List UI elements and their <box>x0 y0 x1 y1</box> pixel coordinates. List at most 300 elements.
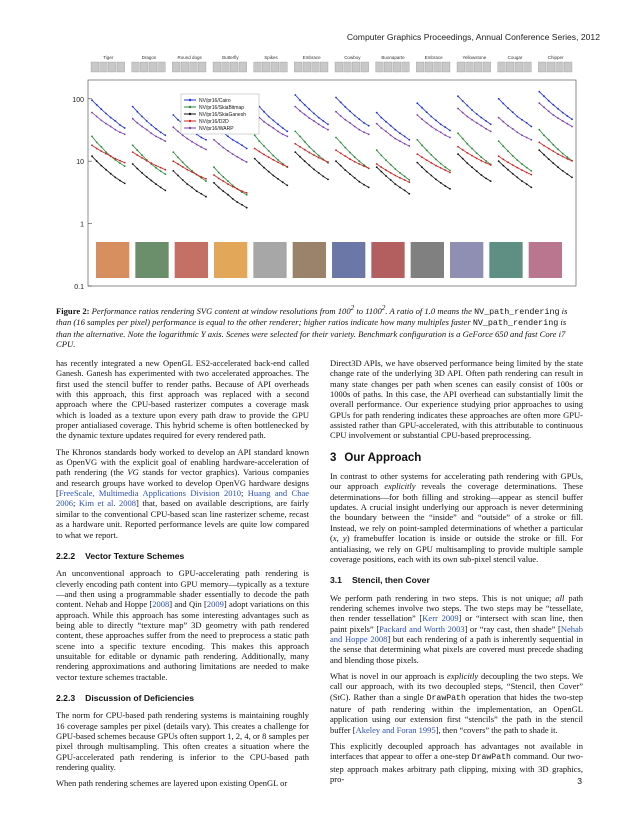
citation-link[interactable]: 2009 <box>206 599 224 610</box>
running-head: Computer Graphics Proceedings, Annual Conference Series, 2012 <box>346 32 600 42</box>
data-point <box>349 110 351 112</box>
data-point <box>435 179 437 181</box>
data-point <box>430 126 432 128</box>
data-point <box>236 142 238 144</box>
data-point <box>155 183 157 185</box>
data-point <box>196 174 198 176</box>
data-point <box>358 163 360 165</box>
paragraph <box>330 741 583 784</box>
data-point <box>507 161 509 163</box>
scene-thumbnail <box>556 62 564 72</box>
data-point <box>548 158 550 160</box>
scene-image <box>371 242 404 278</box>
section-heading <box>330 575 583 585</box>
data-point <box>272 175 274 177</box>
data-point <box>200 176 202 178</box>
data-point <box>363 165 365 167</box>
citation-link[interactable]: Kim et al. 2008 <box>78 498 137 509</box>
scene-thumbnail <box>213 62 221 72</box>
data-point <box>490 131 492 133</box>
data-point <box>132 163 134 165</box>
data-point <box>313 150 315 152</box>
data-point <box>526 122 528 124</box>
data-point <box>566 156 568 158</box>
data-point <box>471 148 473 150</box>
section-title: Vector Texture Schemes <box>85 550 185 561</box>
data-point <box>222 176 224 178</box>
data-point <box>236 188 238 190</box>
text: We perform path rendering in two steps. This is not unique; <box>330 592 556 603</box>
data-point <box>490 164 492 166</box>
scene-thumbnail <box>149 62 157 72</box>
code-text: DrawPath <box>426 693 466 703</box>
data-point <box>516 159 518 161</box>
data-point <box>566 173 568 175</box>
data-point <box>263 154 265 156</box>
data-point <box>426 122 428 124</box>
data-point <box>236 156 238 158</box>
data-point <box>385 169 387 171</box>
data-point <box>349 158 351 160</box>
data-point <box>218 178 220 180</box>
data-point <box>507 150 509 152</box>
data-point <box>538 149 540 151</box>
group-label: Dragon <box>141 55 157 60</box>
scene-thumbnail <box>181 62 189 72</box>
data-point <box>286 136 288 138</box>
data-point <box>530 187 532 189</box>
data-point <box>344 106 346 108</box>
data-point <box>124 165 126 167</box>
data-point <box>490 180 492 182</box>
data-point <box>358 160 360 162</box>
data-point <box>471 155 473 157</box>
data-point <box>246 161 248 163</box>
data-point <box>294 94 296 96</box>
data-point <box>394 129 396 131</box>
scene-thumbnail <box>108 62 116 72</box>
section-number: 2.2.3 <box>56 692 76 703</box>
group-label: Chipper <box>547 55 564 60</box>
data-point <box>318 123 320 125</box>
text-em: explicitly <box>447 670 479 681</box>
data-point <box>485 120 487 122</box>
data-point <box>498 140 500 142</box>
scene-thumbnail <box>335 62 343 72</box>
scene-thumbnail <box>271 62 279 72</box>
data-point <box>124 162 126 164</box>
data-point <box>182 166 184 168</box>
data-point <box>552 114 554 116</box>
data-point <box>466 116 468 118</box>
scene-thumbnail <box>172 62 180 72</box>
data-point <box>304 104 306 106</box>
scene-thumbnail <box>280 62 288 72</box>
data-point <box>335 137 337 139</box>
data-point <box>254 158 256 160</box>
data-point <box>263 167 265 169</box>
caption-label: Figure 2: <box>56 305 90 316</box>
legend-label: NV/pr16/SkiaBitmap <box>199 105 245 111</box>
data-point <box>462 100 464 102</box>
data-point <box>241 159 243 161</box>
data-point <box>304 141 306 143</box>
data-point <box>114 120 116 122</box>
caption-code: NV_path_rendering <box>472 318 559 329</box>
data-point <box>105 123 107 125</box>
scene-thumbnail <box>294 62 302 72</box>
data-point <box>164 190 166 192</box>
data-point <box>186 169 188 171</box>
data-point <box>502 145 504 147</box>
scene-image <box>175 242 208 278</box>
citation-link[interactable]: Akeley and Foran 1995 <box>355 724 436 735</box>
data-point <box>155 128 157 130</box>
data-point <box>408 193 410 195</box>
scene-thumbnail <box>457 62 465 72</box>
data-point <box>205 180 207 182</box>
scene-thumbnail <box>230 62 238 72</box>
data-point <box>368 187 370 189</box>
data-point <box>282 181 284 183</box>
citation-link[interactable]: Huang and Chae 2006 <box>56 488 309 509</box>
data-point <box>552 144 554 146</box>
data-point <box>254 134 256 136</box>
data-point <box>430 175 432 177</box>
scene-thumbnail <box>384 62 392 72</box>
data-point <box>141 116 143 118</box>
data-point <box>444 166 446 168</box>
data-point <box>552 162 554 164</box>
data-point <box>476 170 478 172</box>
data-point <box>490 123 492 125</box>
data-point <box>344 147 346 149</box>
data-point <box>516 167 518 169</box>
data-point <box>124 183 126 185</box>
data-point <box>440 167 442 169</box>
data-point <box>354 161 356 163</box>
data-point <box>476 158 478 160</box>
scene-thumbnail <box>376 62 384 72</box>
data-point <box>344 169 346 171</box>
data-point <box>552 150 554 152</box>
data-point <box>485 160 487 162</box>
data-point <box>363 131 365 133</box>
scene-thumbnail <box>198 62 206 72</box>
data-point <box>435 165 437 167</box>
data-point <box>416 102 418 104</box>
data-point <box>114 129 116 131</box>
data-point <box>258 140 260 142</box>
data-point <box>141 154 143 156</box>
scene-thumbnail <box>254 62 262 72</box>
data-point <box>421 156 423 158</box>
data-point <box>335 149 337 151</box>
data-point <box>277 159 279 161</box>
scene-image <box>135 242 168 278</box>
data-point <box>380 127 382 129</box>
data-point <box>548 100 550 102</box>
data-point <box>313 169 315 171</box>
data-point <box>177 131 179 133</box>
data-point <box>449 188 451 190</box>
data-point <box>462 112 464 114</box>
data-point <box>96 142 98 144</box>
data-point <box>304 149 306 151</box>
text: operation that hides the two-step nature of path rendering within the implementation, an OpenGL application using our extension first “stencils” the path in the stencil buffer [ <box>330 691 583 735</box>
data-point <box>571 177 573 179</box>
scene-image <box>253 242 286 278</box>
data-point <box>335 111 337 113</box>
data-point <box>246 207 248 209</box>
data-point <box>96 116 98 118</box>
data-point <box>462 149 464 151</box>
data-point <box>512 173 514 175</box>
data-point <box>548 148 550 150</box>
data-point <box>308 164 310 166</box>
data-point <box>399 172 401 174</box>
data-point <box>218 143 220 145</box>
data-point <box>466 162 468 164</box>
data-point <box>322 159 324 161</box>
scene-thumbnail <box>515 62 523 72</box>
data-point <box>404 143 406 145</box>
citation-link[interactable]: 2008 <box>152 599 170 610</box>
citation-link[interactable]: Kerr 2009 <box>422 613 459 624</box>
data-point <box>449 130 451 132</box>
paragraph <box>330 593 583 665</box>
data-point <box>466 143 468 145</box>
data-point <box>498 98 500 100</box>
data-point <box>344 119 346 121</box>
data-point <box>150 132 152 134</box>
y-tick-label: 0.1 <box>74 284 84 291</box>
data-point <box>164 173 166 175</box>
data-point <box>466 152 468 154</box>
section-heading <box>56 693 309 703</box>
data-point <box>241 144 243 146</box>
caption-text: . A ratio of 1.0 means the <box>385 305 475 316</box>
data-point <box>304 160 306 162</box>
scene-thumbnail <box>303 62 311 72</box>
data-point <box>368 133 370 135</box>
group-label: Butterfly <box>222 55 239 60</box>
data-point <box>538 142 540 144</box>
scene-image <box>96 242 129 278</box>
data-point <box>268 171 270 173</box>
data-point <box>376 166 378 168</box>
data-point <box>160 170 162 172</box>
data-point <box>236 201 238 203</box>
data-point <box>218 172 220 174</box>
data-point <box>399 177 401 179</box>
data-point <box>562 120 564 122</box>
data-point <box>100 150 102 152</box>
data-point <box>294 143 296 145</box>
data-point <box>430 116 432 118</box>
scene-thumbnail <box>498 62 506 72</box>
text-em: VG <box>127 467 139 478</box>
data-point <box>146 129 148 131</box>
data-point <box>416 153 418 155</box>
data-point <box>498 155 500 157</box>
data-point <box>318 117 320 119</box>
data-point <box>349 122 351 124</box>
data-point <box>480 156 482 158</box>
data-point <box>277 178 279 180</box>
legend-label: NV/pr16/D2D <box>199 119 229 125</box>
code-text: DrawPath <box>471 753 511 763</box>
data-point <box>222 190 224 192</box>
data-point <box>480 160 482 162</box>
data-point <box>376 123 378 125</box>
scene-thumbnail <box>466 62 474 72</box>
figure-caption <box>56 303 582 349</box>
data-point <box>100 146 102 148</box>
paragraph <box>330 471 583 564</box>
data-point <box>390 134 392 136</box>
data-point <box>530 126 532 128</box>
data-point <box>277 123 279 125</box>
data-point <box>368 167 370 169</box>
data-point <box>363 184 365 186</box>
right-column <box>330 358 583 790</box>
data-point <box>105 169 107 171</box>
data-point <box>105 113 107 115</box>
scene-thumbnail <box>132 62 140 72</box>
data-point <box>421 144 423 146</box>
data-point <box>548 110 550 112</box>
data-point <box>516 177 518 179</box>
text: ; <box>241 488 248 499</box>
section-number: 2.2.2 <box>56 550 76 561</box>
data-point <box>502 159 504 161</box>
data-point <box>390 125 392 127</box>
data-point <box>200 193 202 195</box>
data-point <box>462 158 464 160</box>
section-title: Discussion of Deficiencies <box>85 692 195 703</box>
data-point <box>105 153 107 155</box>
citation-link[interactable]: FreeScale, Multimedia Applications Division 2010 <box>58 488 242 499</box>
y-tick-label: 1 <box>80 221 84 229</box>
data-point <box>141 126 143 128</box>
series-line <box>377 124 410 146</box>
data-point <box>213 166 215 168</box>
data-point <box>340 152 342 154</box>
data-point <box>136 168 138 170</box>
data-point <box>177 119 179 121</box>
data-point <box>114 177 116 179</box>
data-point <box>119 160 121 162</box>
data-point <box>557 148 559 150</box>
data-point <box>498 160 500 162</box>
data-point <box>114 158 116 160</box>
data-point <box>172 126 174 128</box>
data-point <box>227 136 229 138</box>
data-point <box>227 183 229 185</box>
data-point <box>136 122 138 124</box>
data-point <box>182 179 184 181</box>
section-heading <box>330 453 583 463</box>
data-point <box>304 114 306 116</box>
data-point <box>327 179 329 181</box>
data-point <box>205 178 207 180</box>
data-point <box>205 139 207 141</box>
data-point <box>543 145 545 147</box>
data-point <box>327 161 329 163</box>
scene-thumbnail <box>222 62 230 72</box>
data-point <box>426 171 428 173</box>
scene-thumbnail <box>312 62 320 72</box>
data-point <box>313 113 315 115</box>
paragraph: The norm for CPU-based path rendering systems is maintaining roughly 16 coverage samples per pixel (details vary). This creates a challenge for GPU-based schemes because GPUs often support 1, 2, 4, or 8 samples per pixel through multisampling. This often creates a situation where the GPU-accelerated path rendering is inferior to the CPU-based path rendering quality. <box>56 710 309 773</box>
data-point <box>205 149 207 151</box>
data-point <box>471 109 473 111</box>
data-point <box>476 152 478 154</box>
citation-link[interactable]: Packard and Worth 2003 <box>379 623 465 634</box>
scene-thumbnail <box>140 62 148 72</box>
data-point <box>100 165 102 167</box>
data-point <box>421 166 423 168</box>
data-point <box>457 108 459 110</box>
data-point <box>408 139 410 141</box>
data-point <box>385 121 387 123</box>
data-point <box>430 154 432 156</box>
data-point <box>282 164 284 166</box>
data-point <box>521 163 523 165</box>
data-point <box>146 176 148 178</box>
data-point <box>182 161 184 163</box>
data-point <box>426 159 428 161</box>
data-point <box>155 136 157 138</box>
data-point <box>327 129 329 131</box>
series-line <box>417 140 450 171</box>
figure-2 <box>56 50 582 295</box>
data-point <box>404 190 406 192</box>
data-point <box>294 131 296 133</box>
scene-image <box>411 242 444 278</box>
data-point <box>457 146 459 148</box>
data-point <box>421 107 423 109</box>
data-point <box>191 141 193 143</box>
data-point <box>318 155 320 157</box>
data-point <box>538 91 540 93</box>
scene-thumbnail <box>320 62 328 72</box>
data-point <box>299 156 301 158</box>
data-point <box>91 99 93 101</box>
data-point <box>294 106 296 108</box>
text: decoupling the two steps. We call our approach, with its two decoupled steps, “Stencil, then Cover” (StC). Rather than a single <box>330 670 583 702</box>
data-point <box>191 171 193 173</box>
data-point <box>426 149 428 151</box>
data-point <box>232 153 234 155</box>
data-point <box>110 126 112 128</box>
data-point <box>182 134 184 136</box>
group-label: Round dogs <box>177 55 202 60</box>
citation-link[interactable]: Nehab and Hoppe 2008 <box>330 623 584 644</box>
group-label: Tiger <box>103 55 114 60</box>
data-point <box>394 168 396 170</box>
scene-thumbnail <box>100 62 108 72</box>
data-point <box>110 173 112 175</box>
data-point <box>530 174 532 176</box>
data-point <box>340 142 342 144</box>
data-point <box>246 148 248 150</box>
data-point <box>399 140 401 142</box>
data-point <box>502 103 504 105</box>
data-point <box>172 170 174 172</box>
data-point <box>263 111 265 113</box>
